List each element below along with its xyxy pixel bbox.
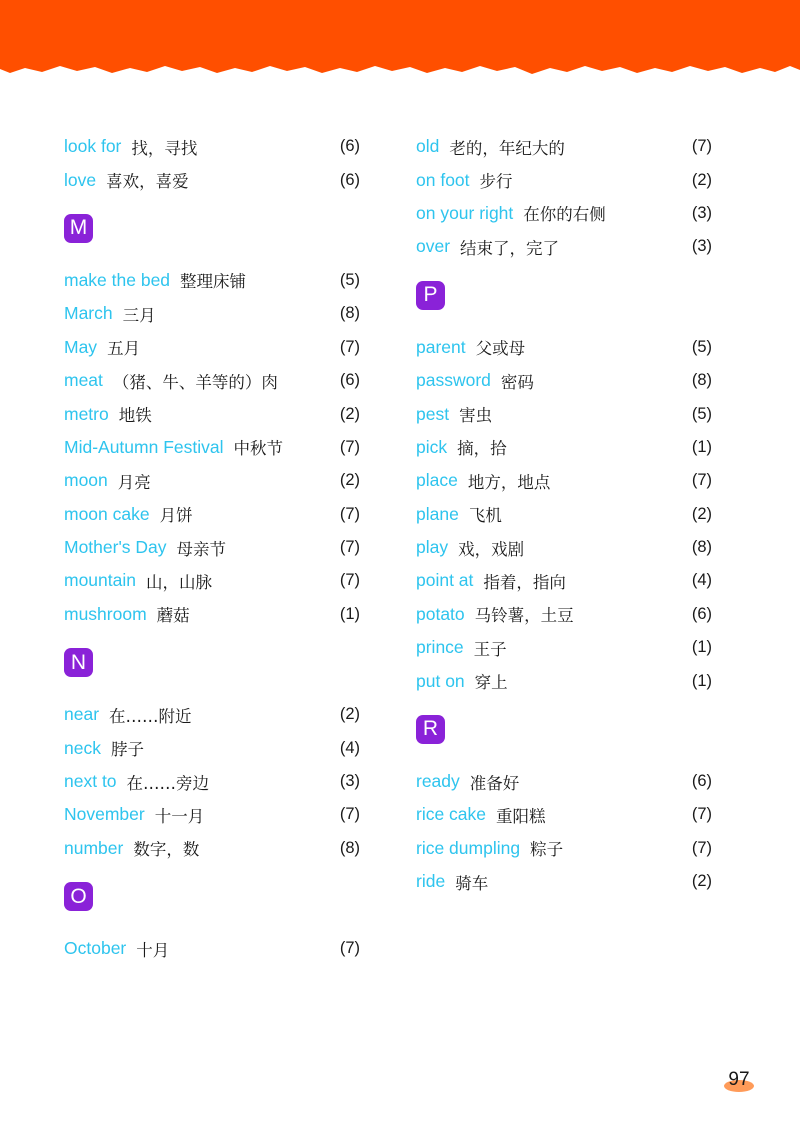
entry-word: ride [416,871,446,892]
entry-meaning: 地铁 [118,406,152,426]
entry-unit: (6) [339,137,360,156]
entry-word: Mother's Day [64,537,167,558]
entry-meaning: 地方，地点 [467,472,551,492]
entry-meaning: 老的，年纪大的 [449,138,565,158]
entry-word: password [416,370,491,391]
entry-meaning: 父或母 [475,339,526,359]
glossary-entry [416,431,712,464]
glossary-entry [64,932,360,965]
entry-meaning: 重阳糕 [496,806,546,826]
glossary-entry [416,498,712,531]
section-gap [64,197,360,214]
glossary-entry [64,798,360,831]
entry-word: rice cake [416,804,487,825]
entry-unit: (8) [691,538,712,557]
entry-unit: (4) [691,571,712,590]
entry-word: pest [416,403,450,424]
entry-word: October [64,938,127,959]
entry-word: March [64,303,113,324]
entry-word: put on [416,670,465,691]
glossary-entry [416,664,712,697]
glossary-entry [416,798,712,831]
entry-meaning: 准备好 [469,773,520,793]
glossary-entry [416,765,712,798]
entry-word: over [416,236,451,257]
entry-word: parent [416,336,466,357]
top-banner [0,0,800,82]
glossary-entry [64,731,360,764]
entry-word: on foot [416,169,470,190]
entry-word: near [64,704,100,725]
entry-unit: (5) [691,337,712,356]
entry-word: May [64,336,98,357]
entry-meaning: 找，寻找 [131,138,198,158]
entry-meaning: 王子 [473,639,507,659]
entry-word: make the bed [64,269,171,290]
glossary-entry [416,564,712,597]
entry-meaning: 结束了，完了 [460,238,560,258]
entry-word: November [64,804,145,825]
glossary-entry [416,230,712,263]
entry-word: place [416,470,458,491]
entry-meaning: 母亲节 [176,539,227,559]
entry-word: moon cake [64,503,150,524]
entry-unit: (1) [339,604,360,623]
entry-meaning: 飞机 [468,506,502,526]
entry-word: mushroom [64,603,147,624]
entry-unit: (7) [691,805,712,824]
entry-unit: (2) [691,872,712,891]
glossary-entry [416,331,712,364]
entry-word: meat [64,370,103,391]
glossary-entry [416,865,712,898]
entry-unit: (7) [339,571,360,590]
entry-meaning: 在你的右侧 [523,205,606,225]
entry-meaning: 在……附近 [109,706,192,726]
entry-meaning: 指着，指向 [483,572,566,592]
entry-unit: (1) [691,638,712,657]
entry-unit: (7) [691,471,712,490]
glossary-entry [64,531,360,564]
section-gap [64,865,360,882]
glossary-entry [416,163,712,196]
entry-word: prince [416,637,464,658]
glossary-entry [416,397,712,430]
entry-word: Mid-Autumn Festival [64,436,224,457]
entry-word: next to [64,771,117,792]
entry-unit: (4) [339,738,360,757]
entry-unit: (7) [339,337,360,356]
page-number-text: 97 [728,1069,750,1090]
glossary-entry [64,130,360,163]
glossary-entry [416,832,712,865]
entry-unit: (6) [339,371,360,390]
glossary-entry [416,464,712,497]
right-column [416,130,712,898]
section-gap [416,264,712,281]
entry-meaning: 五月 [107,339,141,359]
glossary-entry [416,197,712,230]
entry-meaning: 密码 [500,372,534,392]
entry-word: rice dumpling [416,837,521,858]
section-header [416,281,712,331]
entry-unit: (6) [691,772,712,791]
glossary-entry [64,832,360,865]
section-header [416,715,712,765]
entry-meaning: 害虫 [459,406,493,426]
entry-meaning: （猪、牛、羊等的）肉 [112,372,278,392]
glossary-entry [64,498,360,531]
entry-word: ready [416,771,460,792]
section-letter-badge: O [64,882,93,911]
entry-unit: (2) [691,170,712,189]
entry-unit: (1) [691,671,712,690]
entry-meaning: 粽子 [530,840,564,860]
section-gap [416,698,712,715]
entry-word: point at [416,570,474,591]
glossary-entry [416,598,712,631]
entry-unit: (7) [339,504,360,523]
left-column [64,130,360,965]
entry-word: love [64,169,97,190]
entry-unit: (5) [691,404,712,423]
section-header [64,882,360,932]
section-letter-badge: R [416,715,445,744]
entry-meaning: 蘑菇 [156,606,190,626]
entry-meaning: 在……旁边 [126,773,210,793]
entry-word: pick [416,436,448,457]
glossary-entry [64,264,360,297]
entry-unit: (7) [339,437,360,456]
glossary-entry [416,364,712,397]
entry-unit: (5) [339,270,360,289]
entry-word: moon [64,470,108,491]
entry-unit: (7) [691,137,712,156]
entry-word: potato [416,603,465,624]
page-number [722,1066,756,1094]
entry-unit: (2) [339,404,360,423]
glossary-entry [64,297,360,330]
entry-meaning: 喜欢，喜爱 [106,172,189,192]
entry-meaning: 戏，戏剧 [458,539,525,559]
glossary-entry [64,564,360,597]
entry-meaning: 山，山脉 [146,572,212,592]
entry-word: look for [64,136,122,157]
entry-word: neck [64,737,101,758]
section-gap [64,631,360,648]
entry-meaning: 整理床铺 [180,272,247,292]
glossary-entry [64,431,360,464]
section-letter-badge: P [416,281,445,310]
entry-meaning: 脖子 [110,740,144,760]
glossary-entry [64,397,360,430]
entry-unit: (6) [691,604,712,623]
entry-meaning: 摘，拾 [457,439,507,459]
entry-meaning: 三月 [122,305,156,325]
section-letter-badge: M [64,214,93,243]
section-letter-badge: N [64,648,93,677]
entry-meaning: 月饼 [159,506,193,526]
entry-unit: (6) [339,170,360,189]
entry-unit: (2) [339,705,360,724]
entry-meaning: 十月 [136,940,170,960]
entry-meaning: 中秋节 [233,439,283,459]
entry-meaning: 骑车 [455,873,489,893]
entry-meaning: 数字，数 [133,840,200,860]
glossary-entry [64,163,360,196]
entry-word: mountain [64,570,136,591]
entry-unit: (2) [691,504,712,523]
glossary-entry [416,631,712,664]
entry-unit: (3) [339,772,360,791]
entry-unit: (7) [339,939,360,958]
entry-word: number [64,837,124,858]
entry-meaning: 十一月 [154,806,205,826]
entry-unit: (3) [691,237,712,256]
entry-word: play [416,537,449,558]
entry-meaning: 马铃薯，土豆 [474,606,574,626]
entry-unit: (8) [691,371,712,390]
entry-unit: (2) [339,471,360,490]
entry-meaning: 步行 [479,172,513,192]
entry-meaning: 月亮 [117,472,151,492]
glossary-entry [64,364,360,397]
entry-word: metro [64,403,109,424]
entry-unit: (3) [691,203,712,222]
entry-unit: (8) [339,304,360,323]
entry-unit: (7) [339,805,360,824]
section-header [64,648,360,698]
glossary-entry [64,464,360,497]
entry-word: plane [416,503,459,524]
glossary-entry [416,130,712,163]
entry-unit: (1) [691,437,712,456]
section-header [64,214,360,264]
glossary-entry [64,331,360,364]
entry-unit: (7) [691,838,712,857]
entry-unit: (8) [339,838,360,857]
entry-word: on your right [416,202,514,223]
entry-meaning: 穿上 [474,673,508,693]
glossary-entry [64,765,360,798]
entry-unit: (7) [339,538,360,557]
glossary-entry [416,531,712,564]
glossary-entry [64,698,360,731]
glossary-entry [64,598,360,631]
entry-word: old [416,136,440,157]
